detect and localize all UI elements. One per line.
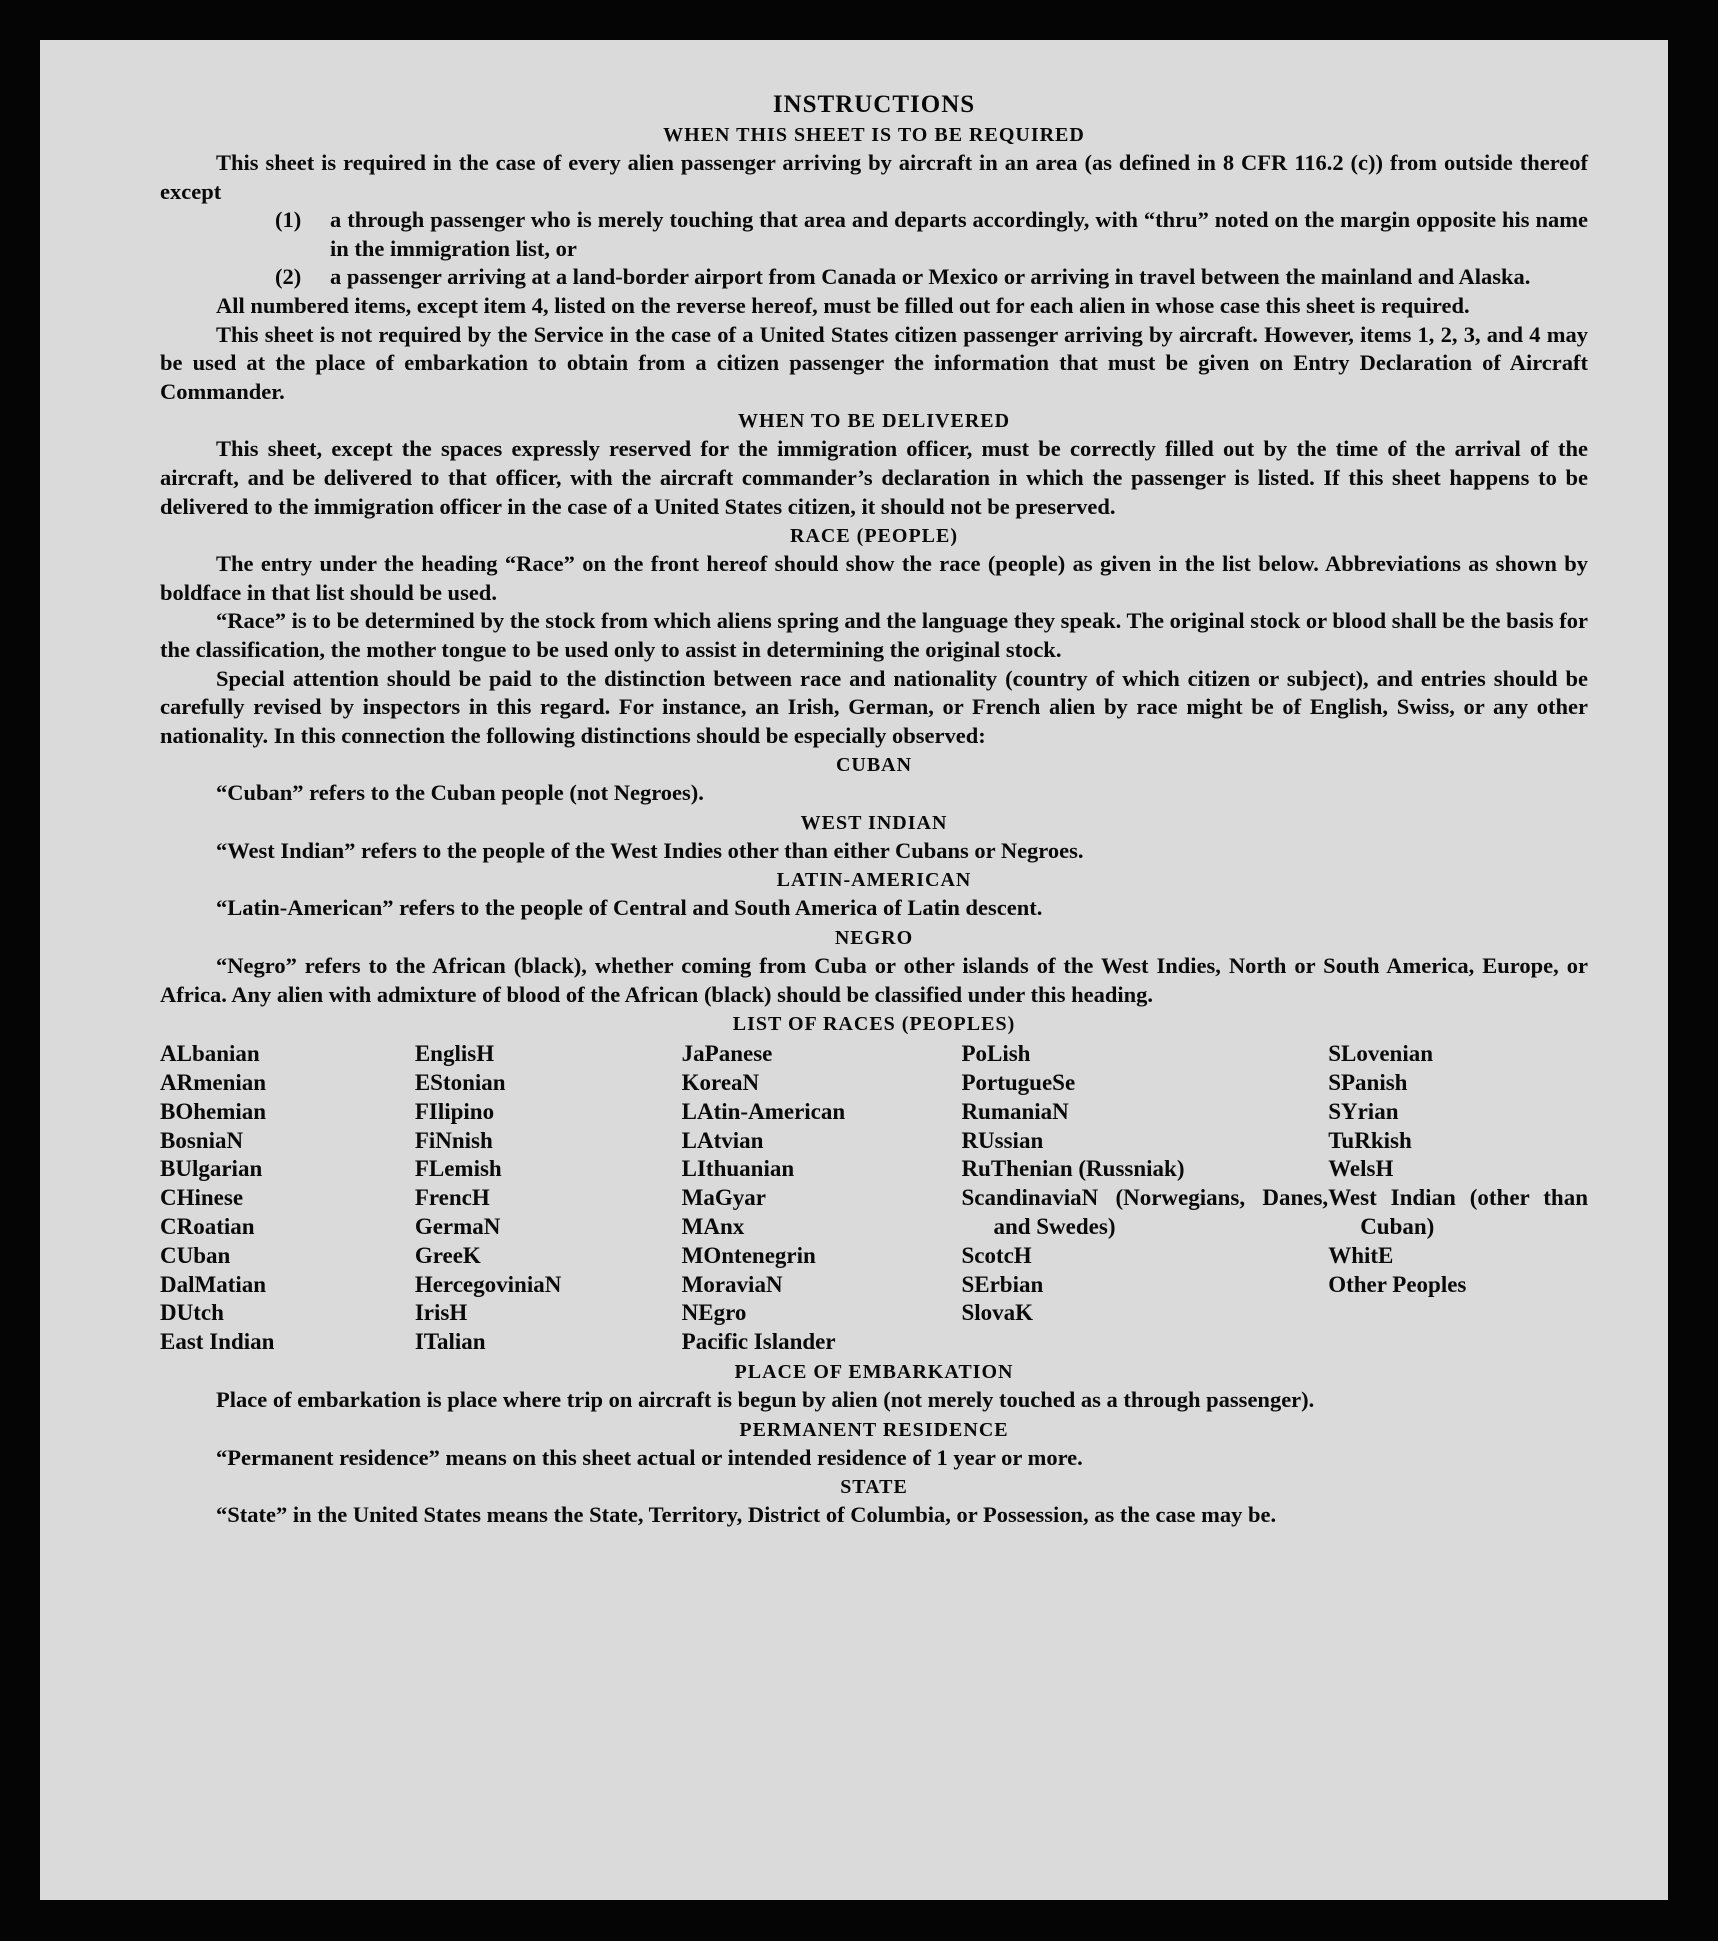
item-text: a through passenger who is merely touching that area and departs accordingly, with “thru” noted on the margin opposite his name in the immigration list, or (330, 207, 1588, 261)
race-item: MOntenegrin (681, 1242, 816, 1268)
paragraph: “Latin-American” refers to the people of Central and South America of Latin descent. (216, 895, 1043, 921)
race-item: RumaniaN (961, 1098, 1069, 1124)
race-item: EStonian (414, 1070, 506, 1096)
race-item: Pacific Islander (681, 1329, 836, 1355)
race-item: BosniaN (160, 1127, 244, 1153)
race-item: TuRkish (1328, 1127, 1412, 1153)
section-heading-delivered: WHEN TO BE DELIVERED (737, 410, 1011, 433)
race-column (160, 1040, 415, 1357)
section-heading-latin-american: LATIN-AMERICAN (776, 869, 972, 892)
race-item: LAtvian (681, 1127, 764, 1153)
race-item: FIlipino (414, 1098, 495, 1124)
paragraph: This sheet, except the spaces expressly reserved for the immigration officer, must be correctly filled out by the time of the arrival of the aircraft, and be delivered to that officer, with the aircraft commander’s declaration in which the passenger is listed. If this sheet happens to be delivered to the immigration officer in the case of a United States citizen, it should not be preserved. (160, 436, 1588, 519)
paragraph: “Cuban” refers to the Cuban people (not Negroes). (216, 780, 704, 806)
race-item: RuThenian (Russniak) (961, 1156, 1185, 1182)
race-item: DalMatian (160, 1271, 267, 1297)
section-heading-race: RACE (PEOPLE) (790, 525, 958, 548)
race-column (415, 1040, 682, 1357)
race-item: ScandinaviaN (Norwegians, Danes, and Swedes) (961, 1185, 1329, 1240)
item-number: (1) (275, 207, 302, 233)
race-item: JaPanese (681, 1041, 773, 1067)
race-item: HercegoviniaN (414, 1271, 562, 1297)
race-item: Other Peoples (1328, 1271, 1467, 1297)
paragraph: All numbered items, except item 4, listed on the reverse hereof, must be filled out for each alien in whose case this sheet is required. (216, 292, 1470, 318)
race-item: FiNnish (414, 1127, 493, 1153)
section-heading-residence: PERMANENT RESIDENCE (739, 1418, 1009, 1441)
list-item (275, 206, 1588, 263)
race-item: ITalian (414, 1329, 486, 1355)
race-item: MaGyar (681, 1185, 766, 1211)
race-item: West Indian (other than Cuban) (1328, 1185, 1588, 1240)
race-column (1328, 1040, 1588, 1357)
instruction-sheet (40, 40, 1668, 1900)
paragraph: “Negro” refers to the African (black), whether coming from Cuba or other islands of the West Indies, North or South America, Europe, or Africa. Any alien with admixture of blood of the African (black) should be classified under this heading. (160, 953, 1588, 1007)
race-list (160, 1040, 1588, 1357)
race-item: LAtin-American (681, 1098, 846, 1124)
paragraph: Place of embarkation is place where trip on aircraft is begun by alien (not merely touched as a through passenger). (216, 1387, 1315, 1413)
race-item: IrisH (414, 1300, 468, 1326)
race-item: PoLish (961, 1041, 1031, 1067)
paragraph: “Race” is to be determined by the stock from which aliens spring and the language they speak. The original stock or blood shall be the basis for the classification, the mother tongue to be used only to assist in determining the original stock. (160, 608, 1588, 662)
paragraph: The entry under the heading “Race” on the front hereof should show the race (people) as given in the list below. Abbreviations as shown by boldface in that list should be used. (160, 551, 1588, 605)
race-item: SlovaK (961, 1300, 1034, 1326)
race-item: WelsH (1328, 1156, 1394, 1182)
race-item: LIthuanian (681, 1156, 795, 1182)
race-item: ScotcH (961, 1242, 1032, 1268)
section-heading-list-of-races: LIST OF RACES (PEOPLES) (732, 1013, 1016, 1036)
section-heading-state: STATE (840, 1476, 908, 1499)
race-item: SErbian (961, 1271, 1044, 1297)
paragraph: “Permanent residence” means on this sheet actual or intended residence of 1 year or more. (216, 1444, 1083, 1470)
page-title: INSTRUCTIONS (772, 91, 976, 118)
race-item: RUssian (961, 1127, 1044, 1153)
paragraph: Special attention should be paid to the distinction between race and nationality (country of which citizen or subject), and entries should be carefully revised by inspectors in this regard. For instance, an Irish, German, or French alien by race might be of English, Swiss, or any other nationality. In this connection the following distinctions should be especially observed: (160, 665, 1588, 748)
section-heading-embarkation: PLACE OF EMBARKATION (734, 1361, 1014, 1384)
item-number: (2) (275, 264, 302, 290)
race-item: CUban (160, 1242, 231, 1268)
race-item: KoreaN (681, 1070, 760, 1096)
section-heading-west-indian: WEST INDIAN (800, 811, 948, 834)
list-item (275, 263, 1588, 292)
race-item: CRoatian (160, 1214, 255, 1240)
race-column (961, 1040, 1328, 1357)
section-heading-negro: NEGRO (834, 927, 914, 950)
race-item: ARmenian (160, 1070, 267, 1096)
race-item: GreeK (414, 1242, 481, 1268)
section-heading-cuban: CUBAN (835, 754, 913, 777)
race-item: NEgro (681, 1300, 747, 1326)
race-item: BOhemian (160, 1098, 267, 1124)
race-item: SYrian (1328, 1098, 1399, 1124)
paragraph: “State” in the United States means the State, Territory, District of Columbia, or Possession, as the case may be. (216, 1502, 1277, 1528)
race-item: WhitE (1328, 1242, 1394, 1268)
race-item: FLemish (414, 1156, 502, 1182)
item-text: a passenger arriving at a land-border airport from Canada or Mexico or arriving in travel between the mainland and Alaska. (330, 264, 1531, 290)
race-item: EnglisH (414, 1041, 495, 1067)
paragraph: “West Indian” refers to the people of the West Indies other than either Cubans or Negroes. (216, 837, 1084, 863)
race-item: CHinese (160, 1185, 244, 1211)
race-item: BUlgarian (160, 1156, 263, 1182)
race-item: MAnx (681, 1214, 745, 1240)
race-item: FrencH (414, 1185, 490, 1211)
race-item: East Indian (160, 1329, 275, 1355)
race-item: SLovenian (1328, 1041, 1434, 1067)
paragraph: This sheet is required in the case of every alien passenger arriving by aircraft in an area (as defined in 8 CFR 116.2 (c)) from outside thereof except (160, 150, 1588, 204)
paragraph: This sheet is not required by the Service in the case of a United States citizen passenger arriving by aircraft. However, items 1, 2, 3, and 4 may be used at the place of embarkation to obtain from a citizen passenger the information that must be given on Entry Declaration of Aircraft Commander. (160, 321, 1588, 404)
race-column (682, 1040, 962, 1357)
race-item: SPanish (1328, 1070, 1408, 1096)
race-item: PortugueSe (961, 1070, 1076, 1096)
race-item: ALbanian (160, 1041, 260, 1067)
section-heading-required: WHEN THIS SHEET IS TO BE REQUIRED (663, 124, 1085, 146)
race-item: DUtch (160, 1300, 224, 1326)
race-item: GermaN (414, 1214, 501, 1240)
race-item: MoraviaN (681, 1271, 783, 1297)
